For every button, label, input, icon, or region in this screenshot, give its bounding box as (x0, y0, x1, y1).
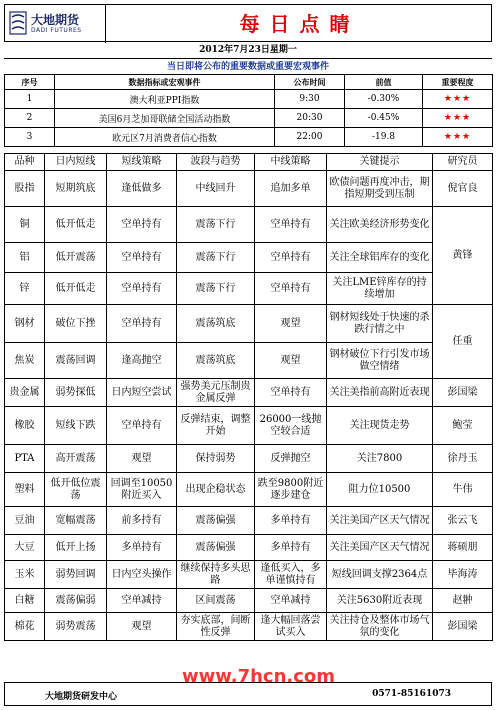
report-date: 2012年7月23日星期一 (199, 45, 297, 55)
variety-cell: 塑料 (5, 473, 45, 507)
researcher-cell: 张云飞 (433, 507, 493, 535)
researcher-cell: 徐丹玉 (433, 445, 493, 473)
strategy-row (5, 589, 493, 613)
events-header-cell: 序号 (5, 75, 55, 90)
events-header-cell: 公布时间 (275, 75, 345, 90)
key-tip-cell: 关注美指前高附近表现 (327, 379, 433, 407)
key-tip-cell: 关注持仓及整体市场气氛的变化 (327, 613, 433, 641)
variety-cell: PTA (5, 445, 45, 473)
strategy-header-row (5, 154, 493, 171)
intraday-cell: 低开低走 (45, 273, 107, 305)
event-name: 欧元区7月消费者信心指数 (55, 128, 275, 147)
mid-term-cell: 多单持有 (255, 507, 327, 535)
intraday-cell: 宽幅震荡 (45, 507, 107, 535)
researcher-cell: 蒋硕朋 (433, 535, 493, 561)
researcher-cell: 黄锋 (433, 207, 493, 305)
events-header-cell: 前值 (345, 75, 423, 90)
report-footer (4, 682, 492, 706)
event-name: 美国6月芝加哥联储全国活动指数 (55, 109, 275, 128)
intraday-cell: 震荡回调 (45, 343, 107, 379)
strategy-row (5, 445, 493, 473)
researcher-cell: 彭国梁 (433, 613, 493, 641)
event-time: 22:00 (275, 128, 345, 147)
variety-cell: 玉米 (5, 561, 45, 589)
researcher-cell: 赵翀 (433, 589, 493, 613)
strategy-header-cell: 短线策略 (107, 154, 177, 171)
intraday-cell: 震荡偏弱 (45, 589, 107, 613)
events-header-cell: 重要程度 (423, 75, 493, 90)
intraday-cell: 弱势回调 (45, 561, 107, 589)
daily-report-page (4, 4, 492, 706)
mid-term-cell: 空单减持 (255, 589, 327, 613)
mid-term-cell: 跌至9800附近逐步建仓 (255, 473, 327, 507)
key-tip-cell: 关注LME锌库存的持续增加 (327, 273, 433, 305)
key-tip-cell: 欧债问题再度冲击，期指短期受到压制 (327, 171, 433, 207)
variety-cell: 橡胶 (5, 407, 45, 445)
variety-cell: 钢材 (5, 305, 45, 343)
short-term-cell: 日内短空尝试 (107, 379, 177, 407)
event-importance-stars: ★★★ (423, 128, 493, 147)
mid-term-cell: 多单持有 (255, 535, 327, 561)
swing-cell: 反弹结束，调整开始 (177, 407, 255, 445)
mid-term-cell: 观望 (255, 305, 327, 343)
key-tip-cell: 关注5630附近表现 (327, 589, 433, 613)
swing-cell: 中线回升 (177, 171, 255, 207)
intraday-cell: 低开上扬 (45, 535, 107, 561)
strategy-row (5, 507, 493, 535)
short-term-cell: 逢低做多 (107, 171, 177, 207)
event-prev: -0.30% (345, 90, 423, 109)
variety-cell: 锌 (5, 273, 45, 305)
short-term-cell: 空单减持 (107, 589, 177, 613)
mid-term-cell: 反弹抛空 (255, 445, 327, 473)
swing-cell: 强势美元压制贵金属反弹 (177, 379, 255, 407)
variety-cell: 铜 (5, 207, 45, 243)
strategy-header-cell: 中线策略 (255, 154, 327, 171)
variety-cell: 股指 (5, 171, 45, 207)
strategy-row (5, 171, 493, 207)
intraday-cell: 短线下跌 (45, 407, 107, 445)
variety-cell: 焦炭 (5, 343, 45, 379)
short-term-cell: 回调至10050附近买入 (107, 473, 177, 507)
mid-term-cell: 观望 (255, 343, 327, 379)
strategy-header-cell: 品种 (5, 154, 45, 171)
brand-name-en: DADI FUTURES (31, 27, 82, 34)
researcher-cell: 毕海涛 (433, 561, 493, 589)
event-prev: -19.8 (345, 128, 423, 147)
strategy-header-cell: 研究员 (433, 154, 493, 171)
intraday-cell: 短期筑底 (45, 171, 107, 207)
event-no: 3 (5, 128, 55, 147)
swing-cell: 出现企稳状态 (177, 473, 255, 507)
globe-logo-icon (9, 11, 27, 35)
intraday-cell: 低开低位震荡 (45, 473, 107, 507)
researcher-cell: 倪官良 (433, 171, 493, 207)
events-section-title: 当日即将公布的重要数据或重要宏观事件 (4, 58, 492, 74)
strategy-row (5, 379, 493, 407)
events-header-row (5, 75, 493, 90)
events-row (5, 90, 493, 109)
brand-logo (9, 9, 99, 39)
mid-term-cell: 空单持有 (255, 379, 327, 407)
mid-term-cell: 空单持有 (255, 207, 327, 243)
short-term-cell: 空单持有 (107, 207, 177, 243)
event-no: 1 (5, 90, 55, 109)
variety-cell: 铝 (5, 243, 45, 273)
event-name: 澳大利亚PPI指数 (55, 90, 275, 109)
swing-cell: 震荡下行 (177, 273, 255, 305)
short-term-cell: 多单持有 (107, 535, 177, 561)
strategy-row (5, 535, 493, 561)
strategy-row (5, 343, 493, 379)
event-importance-stars: ★★★ (423, 109, 493, 128)
swing-cell: 区间震荡 (177, 589, 255, 613)
intraday-cell: 高开震荡 (45, 445, 107, 473)
swing-cell: 夯实底部，间断性反弹 (177, 613, 255, 641)
mid-term-cell: 逢低买入，多单谨慎持有 (255, 561, 327, 589)
short-term-cell: 空单持有 (107, 243, 177, 273)
events-row (5, 109, 493, 128)
key-tip-cell: 关注全球铝库存的变化 (327, 243, 433, 273)
mid-term-cell: 空单持有 (255, 273, 327, 305)
swing-cell: 震荡下行 (177, 207, 255, 243)
short-term-cell: 前多持有 (107, 507, 177, 535)
key-tip-cell: 关注7800 (327, 445, 433, 473)
strategy-header-cell: 波段与趋势 (177, 154, 255, 171)
key-tip-cell: 关注欧美经济形势变化 (327, 207, 433, 243)
intraday-cell: 弱势震荡 (45, 613, 107, 641)
site-watermark: www.7hcn.com (182, 666, 336, 687)
swing-cell: 继续保持多头思路 (177, 561, 255, 589)
short-term-cell: 观望 (107, 613, 177, 641)
report-title: 每日点睛 (105, 5, 493, 43)
short-term-cell: 空单持有 (107, 407, 177, 445)
event-time: 9:30 (275, 90, 345, 109)
short-term-cell: 空单持有 (107, 273, 177, 305)
strategy-row (5, 243, 493, 273)
strategy-row (5, 207, 493, 243)
strategy-row (5, 407, 493, 445)
intraday-cell: 低开低走 (45, 207, 107, 243)
intraday-cell: 弱势探低 (45, 379, 107, 407)
variety-cell: 大豆 (5, 535, 45, 561)
intraday-cell: 破位下挫 (45, 305, 107, 343)
mid-term-cell: 追加多单 (255, 171, 327, 207)
researcher-cell: 牛伟 (433, 473, 493, 507)
key-tip-cell: 短线回调支撑2364点 (327, 561, 433, 589)
brand-name-cn: 大地期货 (31, 13, 80, 27)
key-tip-cell: 钢材破位下行引发市场做空情绪 (327, 343, 433, 379)
variety-cell: 豆油 (5, 507, 45, 535)
variety-cell: 贵金属 (5, 379, 45, 407)
strategy-header-cell: 日内短线 (45, 154, 107, 171)
footer-phone: 0571-85161073 (372, 689, 451, 699)
events-header-cell: 数据指标或宏观事件 (55, 75, 275, 90)
swing-cell: 震荡偏强 (177, 507, 255, 535)
swing-cell: 震荡偏强 (177, 535, 255, 561)
short-term-cell: 观望 (107, 445, 177, 473)
key-tip-cell: 关注现货走势 (327, 407, 433, 445)
strategy-row (5, 273, 493, 305)
swing-cell: 震荡筑底 (177, 305, 255, 343)
strategy-row (5, 613, 493, 641)
event-no: 2 (5, 109, 55, 128)
strategy-row (5, 305, 493, 343)
events-table (4, 74, 493, 147)
intraday-cell: 低开震荡 (45, 243, 107, 273)
footer-org: 大地期货研发中心 (45, 692, 118, 702)
strategy-header-cell: 关键提示 (327, 154, 433, 171)
key-tip-cell: 关注美国产区天气情况 (327, 535, 433, 561)
strategy-table (4, 153, 493, 641)
variety-cell: 棉花 (5, 613, 45, 641)
researcher-cell: 鲍莹 (433, 407, 493, 445)
variety-cell: 白糖 (5, 589, 45, 613)
key-tip-cell: 阻力位10500 (327, 473, 433, 507)
mid-term-cell: 空单持有 (255, 243, 327, 273)
short-term-cell: 空单持有 (107, 305, 177, 343)
event-importance-stars: ★★★ (423, 90, 493, 109)
researcher-cell: 彭国梁 (433, 379, 493, 407)
events-row (5, 128, 493, 147)
key-tip-cell: 钢材短线处于快速的杀跌行情之中 (327, 305, 433, 343)
mid-term-cell: 逢大幅回落尝试买入 (255, 613, 327, 641)
short-term-cell: 日内空头操作 (107, 561, 177, 589)
event-prev: -0.45% (345, 109, 423, 128)
mid-term-cell: 26000一线抛空较合适 (255, 407, 327, 445)
short-term-cell: 逢高抛空 (107, 343, 177, 379)
key-tip-cell: 关注美国产区天气情况 (327, 507, 433, 535)
event-time: 20:30 (275, 109, 345, 128)
researcher-cell: 任重 (433, 305, 493, 379)
strategy-row (5, 561, 493, 589)
swing-cell: 震荡下行 (177, 243, 255, 273)
swing-cell: 震荡筑底 (177, 343, 255, 379)
swing-cell: 保持弱势 (177, 445, 255, 473)
report-header (4, 4, 492, 42)
strategy-row (5, 473, 493, 507)
